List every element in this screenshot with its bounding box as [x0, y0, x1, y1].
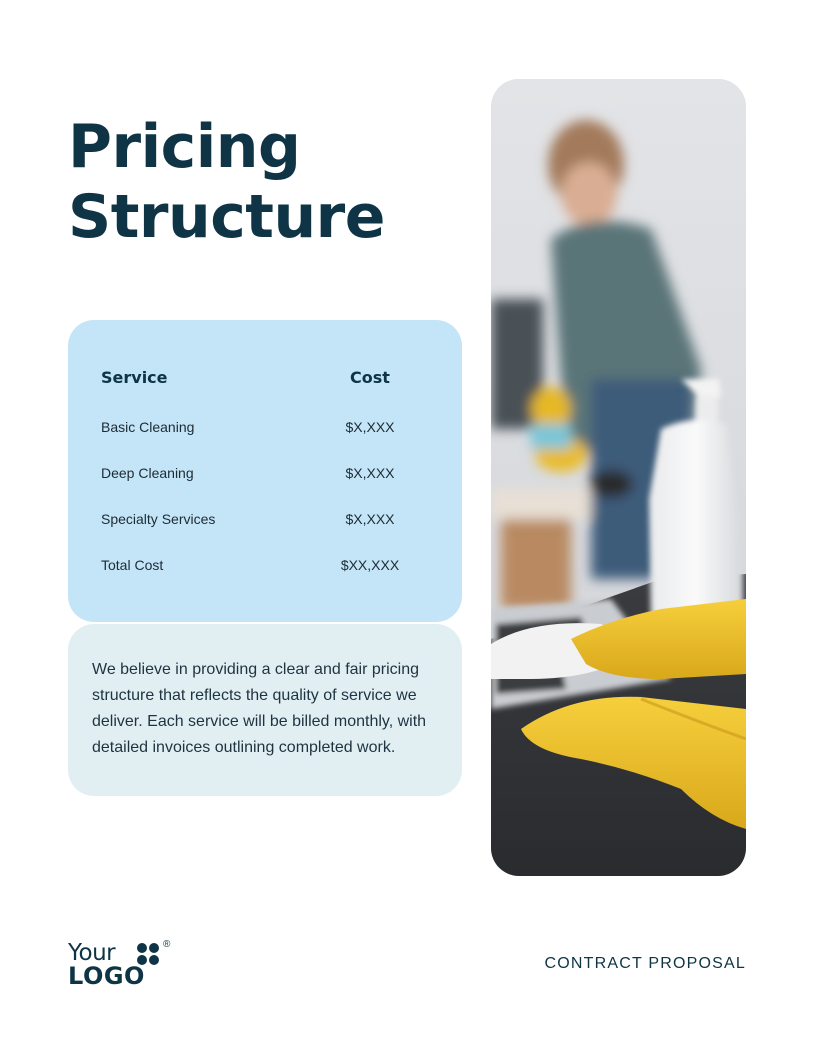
company-logo	[68, 940, 178, 990]
registered-mark: ®	[163, 939, 171, 950]
footer-document-label: CONTRACT PROPOSAL	[544, 955, 746, 972]
table-row-total	[68, 557, 462, 581]
service-cost: $X,XXX	[345, 511, 395, 527]
cleaning-photo	[491, 79, 746, 876]
pricing-table	[68, 320, 462, 622]
table-row	[68, 511, 462, 535]
table-row	[68, 465, 462, 489]
page-title-line1: Pricing	[68, 112, 301, 182]
service-name: Specialty Services	[101, 511, 216, 527]
cleaning-photo-illustration	[491, 79, 746, 876]
column-header-service: Service	[101, 368, 168, 387]
service-name: Basic Cleaning	[101, 419, 195, 435]
page-title-line2: Structure	[68, 182, 385, 252]
table-row	[68, 419, 462, 443]
description-text: We believe in providing a clear and fair pricing structure that reflects the quality of service we deliver. Each service will be billed monthly, with detailed invoices outlining completed work.	[92, 661, 427, 756]
logo-text-line2: LOGO	[68, 962, 145, 990]
service-name: Total Cost	[101, 557, 164, 573]
column-header-cost: Cost	[350, 368, 390, 387]
service-cost: $X,XXX	[345, 419, 395, 435]
description-card	[68, 624, 462, 796]
page-title	[68, 112, 468, 252]
service-cost: $X,XXX	[345, 465, 395, 481]
service-name: Deep Cleaning	[101, 465, 194, 481]
logo-text-line1: Your	[68, 940, 116, 966]
service-cost: $XX,XXX	[340, 557, 400, 573]
pricing-table-header	[68, 368, 462, 392]
